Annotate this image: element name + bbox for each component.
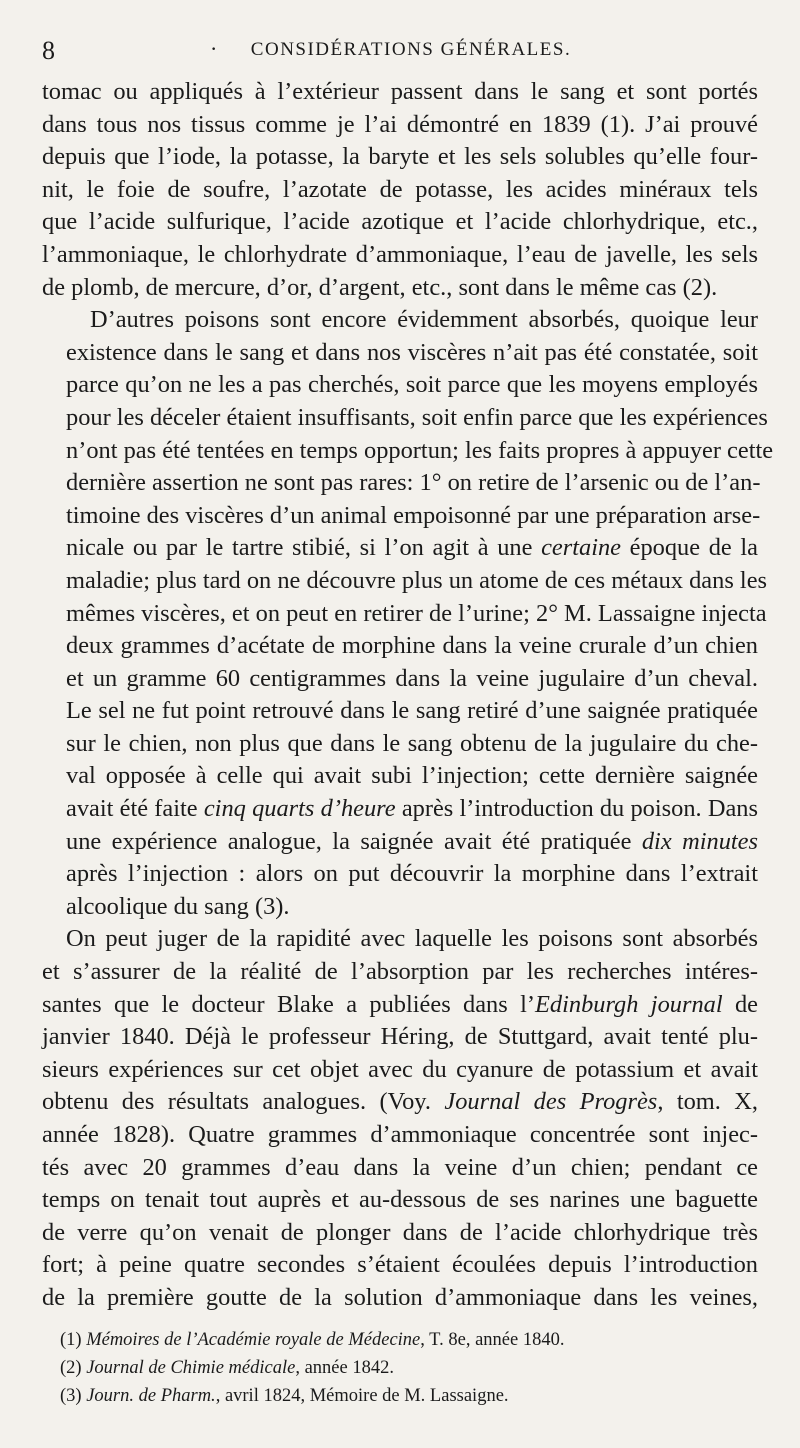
text-line: de plomb, de mercure, d’or, d’argent, etc., sont dans le même cas (2). <box>42 273 718 301</box>
text-line: dernière assertion ne sont pas rares: 1° on retire de l’arsenic ou de l’an- <box>66 469 761 497</box>
footnote-1: (1) Mémoires de l’Académie royale de Médecine, T. 8e, année 1840. <box>60 1330 565 1350</box>
text-line: timoine des viscères d’un animal empoisonné par une préparation arse- <box>66 501 761 529</box>
text-line: depuis que l’iode, la potasse, la baryte et les sels solubles qu’elle four- <box>42 143 758 171</box>
text-line: de la première goutte de la solution d’ammoniaque dans les veines, <box>42 1283 758 1311</box>
text-line: santes que le docteur Blake a publiées dans l’Edinburgh journal de <box>42 990 759 1018</box>
text-line: tés avec 20 grammes d’eau dans la veine d’un chien; pendant ce <box>42 1153 758 1181</box>
text-line: temps on tenait tout auprès et au-dessous de ses narines une baguette <box>42 1186 758 1214</box>
page-number: 8 <box>42 36 55 65</box>
paragraph-2 <box>42 304 774 923</box>
text-line: mêmes viscères, et on peut en retirer de l’urine; 2° M. Lassaigne injecta <box>66 599 767 627</box>
text-line: l’ammoniaque, le chlorhydrate d’ammoniaque, l’eau de javelle, les sels <box>42 240 758 268</box>
text-line: de verre qu’on venait de plonger dans de l’acide chlorhydrique très <box>42 1218 758 1246</box>
footnote-3: (3) Journ. de Pharm., avril 1824, Mémoire de M. Lassaigne. <box>60 1386 509 1406</box>
footnotes <box>60 1326 760 1410</box>
page-header <box>42 36 758 68</box>
text-line: tomac ou appliqués à l’extérieur passent dans le sang et sont portés <box>42 78 758 105</box>
text-line: janvier 1840. Déjà le professeur Héring, de Stuttgard, avait tenté plu- <box>42 1023 758 1051</box>
text-line: une expérience analogue, la saignée avait été pratiquée dix minutes <box>66 827 758 855</box>
text-line: après l’injection : alors on put découvrir la morphine dans l’extrait <box>66 860 758 888</box>
text-line: et un gramme 60 centigrammes dans la veine jugulaire d’un cheval. <box>66 664 758 692</box>
text-line: obtenu des résultats analogues. (Voy. Journal des Progrès, tom. X, <box>42 1088 758 1116</box>
text-line: D’autres poisons sont encore évidemment absorbés, quoique leur <box>90 306 758 334</box>
text-line: deux grammes d’acétate de morphine dans la veine crurale d’un chien <box>66 632 758 660</box>
text-line: sieurs expériences sur cet objet avec du cyanure de potassium et avait <box>42 1055 758 1083</box>
text-line: existence dans le sang et dans nos viscères n’ait pas été constatée, soit <box>66 338 758 366</box>
running-title: CONSIDÉRATIONS GÉNÉRALES. <box>250 39 572 60</box>
text-line: Le sel ne fut point retrouvé dans le sang retiré d’une saignée pratiquée <box>66 697 758 725</box>
text-line: et s’assurer de la réalité de l’absorption par les recherches intéres- <box>42 958 758 986</box>
footnote-2: (2) Journal de Chimie médicale, année 1842. <box>60 1358 394 1378</box>
text-line: que l’acide sulfurique, l’acide azotique et l’acide chlorhydrique, etc., <box>42 208 758 236</box>
text-line: fort; à peine quatre secondes s’étaient écoulées depuis l’introduction <box>42 1251 758 1279</box>
paragraph-3 <box>42 923 758 1314</box>
header-separator: · <box>210 36 218 61</box>
text-line: alcoolique du sang (3). <box>66 892 290 920</box>
text-line: n’ont pas été tentées en temps opportun; les faits propres à appuyer cette <box>66 436 774 464</box>
text-line: avait été faite cinq quarts d’heure après l’introduction du poison. Dans <box>66 795 758 823</box>
text-line: sur le chien, non plus que dans le sang obtenu de la jugulaire du che- <box>66 729 758 757</box>
text-line: val opposée à celle qui avait subi l’injection; cette dernière saignée <box>66 762 758 790</box>
text-line: maladie; plus tard on ne découvre plus un atome de ces métaux dans les <box>66 566 768 594</box>
text-line: On peut juger de la rapidité avec laquelle les poisons sont absorbés <box>66 925 758 953</box>
text-line: dans tous nos tissus comme je l’ai démontré en 1839 (1). J’ai prouvé <box>42 110 758 138</box>
text-line: pour les déceler étaient insuffisants, soit enfin parce que les expériences <box>66 403 768 431</box>
text-line: nicale ou par le tartre stibié, si l’on agit à une certaine époque de la <box>66 534 759 562</box>
body-text <box>42 76 774 1315</box>
text-line: parce qu’on ne les a pas cherchés, soit parce que les moyens employés <box>66 371 758 399</box>
paragraph-1 <box>42 76 758 304</box>
text-line: nit, le foie de soufre, l’azotate de potasse, les acides minéraux tels <box>42 175 758 203</box>
text-line: année 1828). Quatre grammes d’ammoniaque concentrée sont injec- <box>42 1121 758 1148</box>
